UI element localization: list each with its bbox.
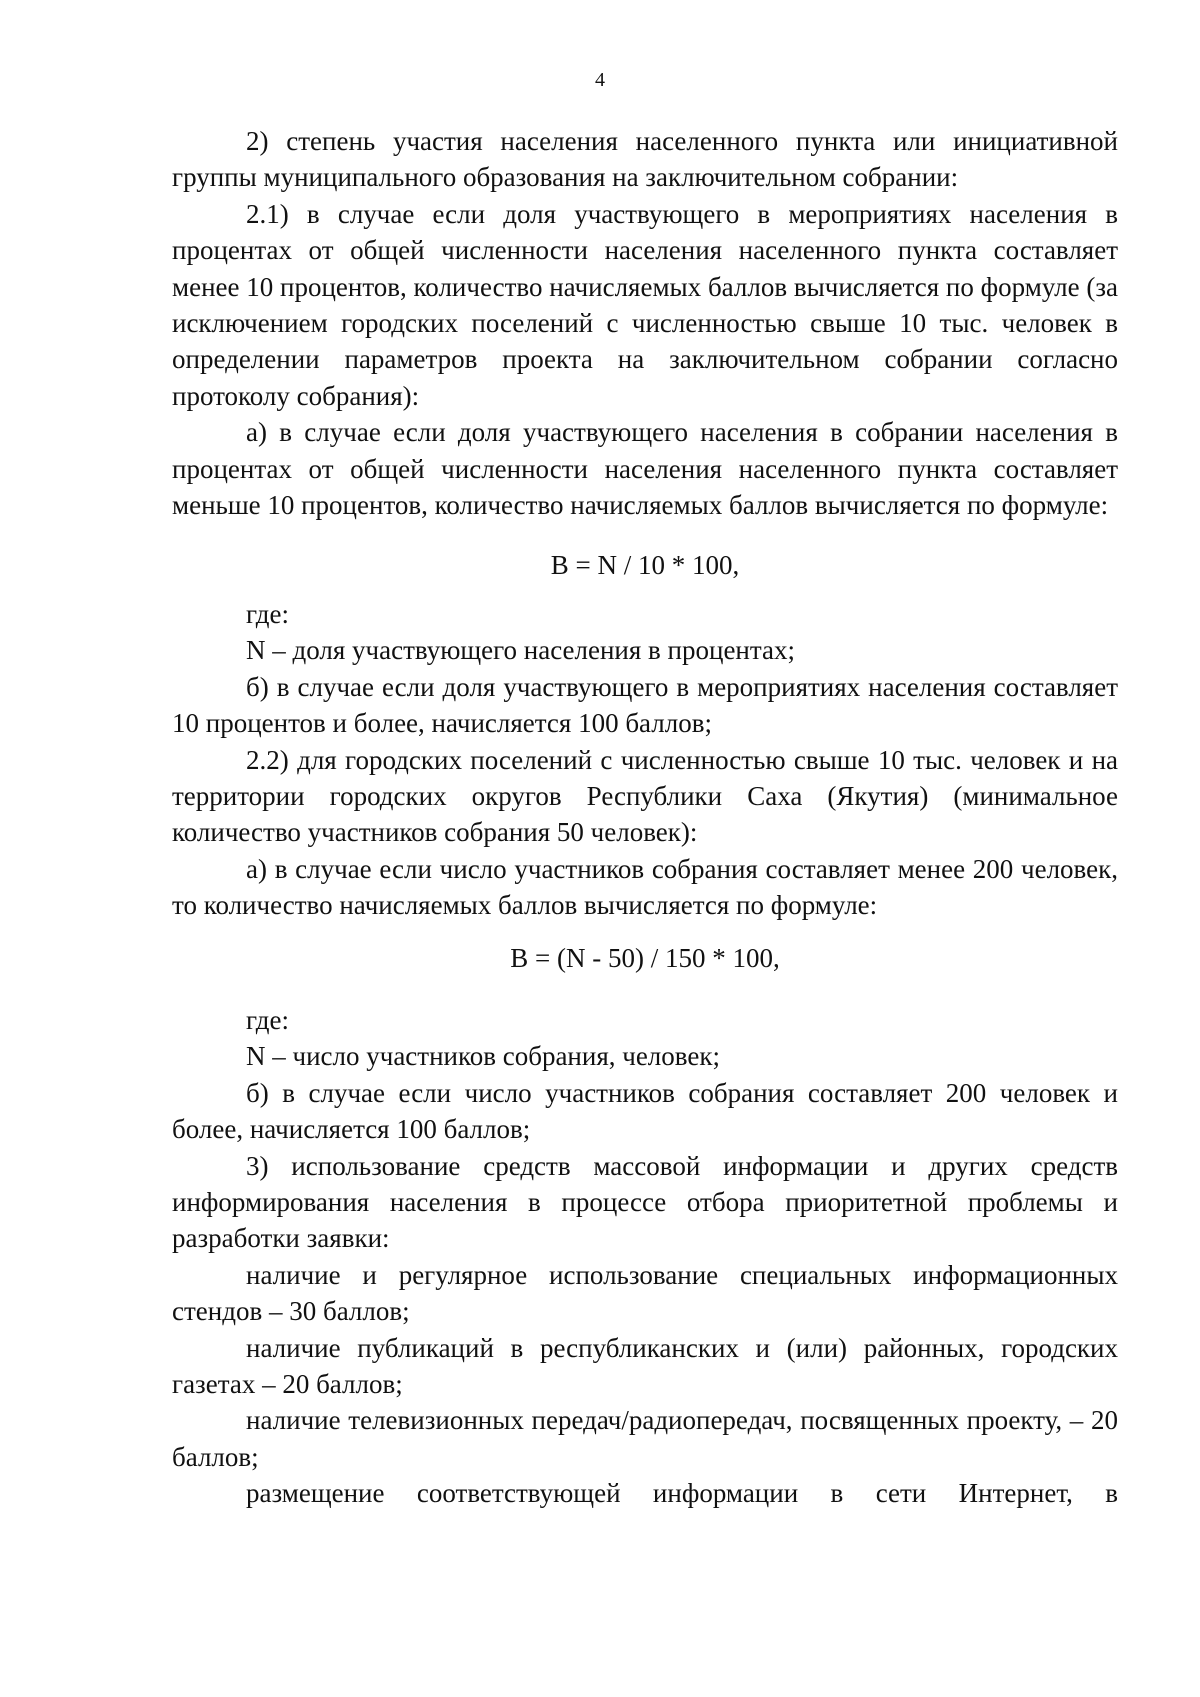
- paragraph-2-2: 2.2) для городских поселений с численностью свыше 10 тыс. человек и на территории городских округов Республики Саха (Якутия) (минимальное количество участников собрания 50 человек):: [172, 744, 1118, 848]
- paragraph-where-2: где:: [246, 1004, 289, 1035]
- paragraph-where-1: где:: [246, 598, 289, 629]
- paragraph-2-1-b: б) в случае если доля участвующего в мероприятиях населения составляет 10 процентов и более, начисляется 100 баллов;: [172, 671, 1118, 739]
- paragraph-criterion-2: 2) степень участия населения населенного пункта или инициативной группы муниципального образования на заключительном собрании:: [172, 126, 1118, 193]
- paragraph-internet: размещение соответствующей информации в сети Интернет, в: [246, 1478, 1118, 1509]
- paragraph-n-definition-1: N – доля участвующего населения в процентах;: [246, 635, 795, 666]
- paragraph-2-2-b: б) в случае если число участников собрания составляет 200 человек и более, начисляется 100 баллов;: [172, 1077, 1118, 1145]
- paragraph-newspapers: наличие публикаций в республиканских и (или) районных, городских газетах – 20 баллов;: [172, 1332, 1118, 1399]
- paragraph-2-2-a: а) в случае если число участников собрания составляет менее 200 человек, то количество начисляемых баллов вычисляется по формуле:: [172, 853, 1118, 921]
- paragraph-info-stands: наличие и регулярное использование специальных информационных стендов – 30 баллов;: [172, 1259, 1118, 1327]
- paragraph-tv-radio: наличие телевизионных передач/радиопередач, посвященных проекту, – 20 баллов;: [172, 1405, 1118, 1472]
- paragraph-2-1: 2.1) в случае если доля участвующего в мероприятиях населения в процентах от общей численности населения населенного пункта составляет менее 10 процентов, количество начисляемых баллов вычисляется по формуле (за исключением городских поселений с численностью свыше 10 тыс. человек в определении параметров проекта на заключительном собрании согласно протоколу собрания):: [172, 198, 1118, 411]
- page-number: 4: [595, 69, 605, 91]
- formula-2: B = (N - 50) / 150 * 100,: [510, 942, 780, 973]
- paragraph-criterion-3: 3) использование средств массовой информации и других средств информирования населения в процессе отбора приоритетной проблемы и разработки заявки:: [172, 1150, 1118, 1254]
- formula-1: B = N / 10 * 100,: [550, 550, 740, 581]
- paragraph-2-1-a: а) в случае если доля участвующего населения в собрании населения в процентах от общей численности населения населенного пункта составляет меньше 10 процентов, количество начисляемых баллов вычисляется по формуле:: [172, 417, 1118, 521]
- paragraph-n-definition-2: N – число участников собрания, человек;: [246, 1041, 720, 1072]
- document-body: [172, 123, 1118, 1512]
